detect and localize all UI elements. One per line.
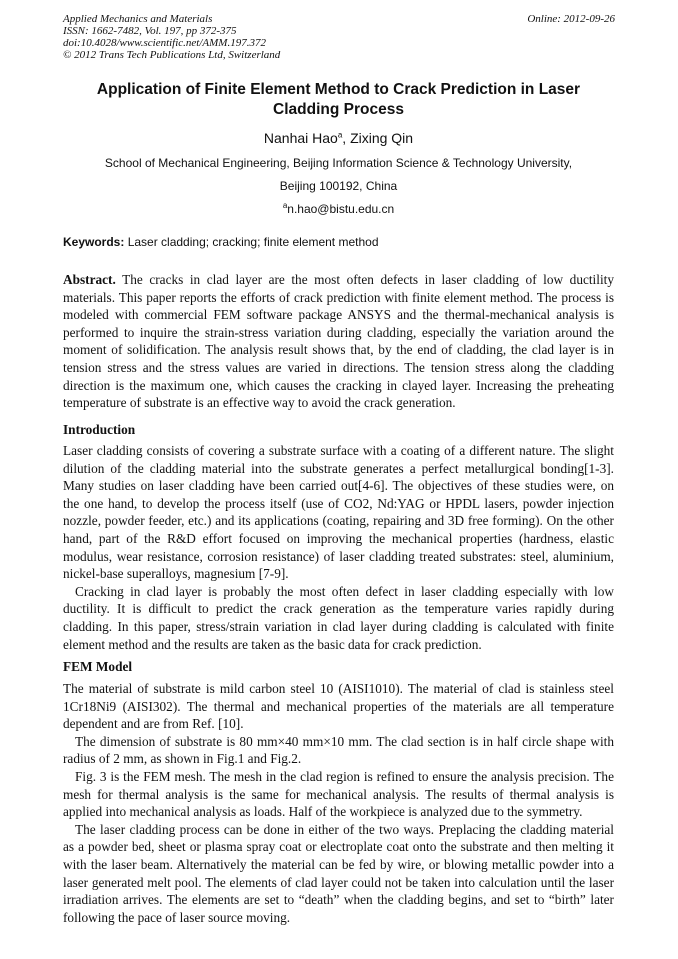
fem-model-section: [63, 658, 614, 926]
text-line: temperature of substrate is an effective way to avoid the crack generation.: [63, 395, 456, 411]
text-line: materials. This paper reports the efforts of crack prediction with finite element method. The process is: [63, 289, 614, 305]
doi: doi:10.4028/www.scientific.net/AMM.197.372: [63, 37, 266, 49]
text-line: the one hand, to develop the process itself (use of CO2, Nd:YAG or HPDL lasers, powder injection: [63, 495, 614, 511]
text-line: following the pace of laser source moving.: [63, 909, 291, 925]
email-sup: a: [282, 201, 288, 210]
text-line: with the laser beam. Alternatively the material can be fed by wire, or blowing metallic powder into a: [63, 856, 614, 872]
keywords-label: Keywords:: [63, 235, 125, 249]
text-line: The material of substrate is mild carbon steel 10 (AISI1010). The material of clad is stainless steel: [63, 681, 614, 696]
text-line: applied into mechanical analysis as loads. Half of the workpiece is analyzed due to the symmetry.: [63, 804, 583, 820]
email-text[interactable]: n.hao@bistu.edu.cn: [287, 202, 395, 216]
title-line: Cladding Process: [273, 101, 404, 118]
text-line: moment of solidification. The analysis result shows that, by the end of cladding, the clad layer is in: [63, 342, 614, 358]
text-line: The dimension of substrate is 80 mm×40 mm×10 mm. The clad section is in half circle shape with: [75, 733, 614, 749]
text-line: Fig. 3 is the FEM mesh. The mesh in the clad region is refined to ensure the analysis precision. The: [75, 768, 614, 784]
text-line: laser generated melt pool. The elements of clad layer could not be taken into calculation until the laser: [63, 874, 614, 890]
text-line: as a powder bed, sheet or plasma spray coat or electroplate coat onto the substrate and then melting it: [63, 839, 614, 855]
text-line: modeled with commercial FEM software package ANSYS and the thermal-mechanical analysis is: [63, 307, 614, 323]
text-line: modulus, wear resistance, corrosion resistance) of laser cladding treated substrates: steel, aluminium,: [63, 548, 614, 564]
author-sup: a: [337, 130, 343, 140]
section-heading: Introduction: [63, 422, 136, 437]
text-line: element method and the results are taken as the basic data for crack prediction.: [63, 636, 482, 652]
text-line: nozzle, powder feeder, etc.) and its applications (coating, repairing and 3D free forming). On the other: [63, 513, 614, 529]
author-sep: ,: [342, 130, 351, 146]
email: [63, 201, 614, 216]
issn: ISSN: 1662-7482, Vol. 197, pp 372-375: [63, 25, 237, 37]
journal-header: [63, 13, 280, 61]
authors: [63, 130, 614, 146]
copyright: © 2012 Trans Tech Publications Ltd, Switzerland: [63, 49, 281, 61]
abstract-label: Abstract.: [63, 272, 116, 287]
text-line: Cracking in clad layer is probably the most often defect in laser cladding especially with low: [75, 583, 614, 599]
text-line: tension stress and the stress values are varied in directions. The tension stress along the cladding: [63, 359, 614, 375]
text-line: cladding. In this paper, stress/strain variation in clad layer during cladding is calculated with finite: [63, 618, 614, 634]
journal-name: Applied Mechanics and Materials: [63, 13, 213, 25]
text-line: Many studies on laser cladding have been carried out[4-6]. The objectives of these studies were, on: [63, 478, 614, 494]
text-line: irradiation arrives. The elements are set to “death” when the cladding begins, and set to “birth” later: [63, 892, 614, 908]
text-line: mesh for thermal analysis is the same for mechanical analysis. The results of thermal analysis is: [63, 786, 614, 802]
keywords: [63, 235, 379, 249]
text-line: The laser cladding process can be done in either of the two ways. Preplacing the cladding material: [75, 821, 614, 837]
author: Zixing Qin: [350, 130, 414, 146]
title-line: Application of Finite Element Method to Crack Prediction in Laser: [96, 81, 581, 98]
keywords-text: Laser cladding; cracking; finite element method: [124, 235, 379, 249]
section-heading: FEM Model: [63, 659, 133, 674]
abstract: [63, 271, 614, 412]
abstract-text: The cracks in clad layer are the most often defects in laser cladding of low ductility: [115, 272, 614, 287]
text-line: [63, 271, 614, 289]
text-line: dilution of the cladding material into the substrate generates a perfect metallurgical bonding[1-3].: [63, 460, 614, 476]
online-date: Online: 2012-09-26: [527, 13, 615, 25]
affiliation-line: School of Mechanical Engineering, Beijing Information Science & Technology University,: [104, 156, 573, 170]
text-line: ductility. It is difficult to predict the crack generation as the temperature varies rapidly during: [63, 601, 614, 617]
text-line: hand, part of the R&D effort focused on improving the mechanical properties (hardness, elastic: [63, 530, 614, 546]
text-line: nickel-base superalloys, magnesium [7-9].: [63, 566, 289, 582]
paper-title: [63, 80, 614, 120]
text-line: direction is the maximum one, which causes the cracking in clayed layer. Increasing the preheating: [63, 377, 614, 393]
affiliation-line: Beijing 100192, China: [279, 179, 398, 193]
text-line: radius of 2 mm, as shown in Fig.1 and Fig.2.: [63, 751, 302, 767]
text-line: Laser cladding consists of covering a substrate surface with a coating of a different nature. The slight: [63, 443, 614, 458]
introduction-section: [63, 421, 614, 653]
text-line: 1Cr18Ni9 (AISI302). The thermal and mechanical properties of the materials are all temperature: [63, 698, 614, 714]
author: Nanhai Hao: [263, 130, 338, 146]
text-line: performed to inquire the strain-stress variation during cladding, especially the variation around the: [63, 324, 614, 340]
text-line: dependent and are from Ref. [10].: [63, 716, 244, 732]
